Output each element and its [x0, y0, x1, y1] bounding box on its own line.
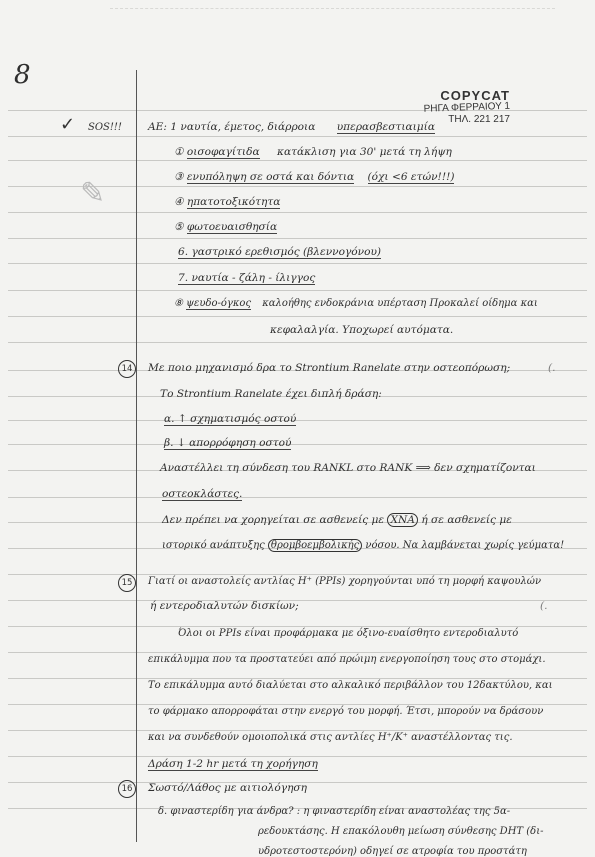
- q14-line-1: Το Strontium Ranelate έχει διπλή δράση:: [160, 388, 382, 400]
- q15-answer-2: επικάλυμμα που τα προστατεύει από πρώιμη ενεργοποίηση τους στο στομάχι.: [148, 654, 546, 665]
- ae-item-1: [174, 146, 452, 158]
- ae-heading-text: ΑΕ: 1 ναυτία, έμετος, διάρροια: [148, 121, 316, 133]
- ae-item-note: καλοήθης ενδοκράνια υπέρταση Προκαλεί οίδημα και: [262, 298, 538, 309]
- q15-answer-6-text: Δράση 1-2 hr μετά τη χορήγηση: [148, 758, 318, 770]
- margin-line: [136, 70, 137, 842]
- q14-line-6-tail: ή σε ασθενείς με: [421, 514, 512, 526]
- ae-item-label: οισοφαγίτιδα: [186, 146, 260, 158]
- q14-line-2: [164, 413, 296, 425]
- ae-item-8: [174, 298, 538, 309]
- q14-line-3: [164, 437, 291, 449]
- question-16-number: 16: [118, 780, 136, 798]
- q14-line-2-text: α. ↑ σχηματισμός οστού: [164, 413, 297, 425]
- q16-line-2: ρεδουκτάσης. Η επακόλουθη μείωση σύνθεσης DHT (δι-: [258, 826, 544, 837]
- top-dashed-line: [110, 8, 555, 9]
- q16-line-3: υδροτεστοστερόνη) οδηγεί σε ατροφία του προστάτη: [258, 846, 527, 857]
- question-15-number: 15: [118, 574, 136, 592]
- q14-line-6: [162, 514, 512, 526]
- q14-line-6-boxed: ΧΝΑ: [387, 513, 417, 527]
- ae-item-label: ηπατοτοξικότητα: [186, 196, 281, 208]
- ae-heading-tail: υπερασβεστιαιμία: [336, 121, 435, 133]
- circled-number: ③: [174, 171, 184, 183]
- sos-note: SOS!!!: [88, 122, 122, 133]
- copycat-stamp: [380, 88, 510, 125]
- q15-answer-3: Το επικάλυμμα αυτό διαλύεται στο αλκαλικό περιβάλλον του 12δακτύλου, και: [148, 680, 553, 691]
- q14-line-5: [162, 488, 242, 500]
- stamp-title: COPYCAT: [440, 88, 510, 103]
- q14-question: Με ποιο μηχανισμό δρα το Strontium Ranelate στην οστεοπόρωση;: [148, 362, 511, 374]
- q14-line-7-text: ιστορικό ανάπτυξης: [162, 540, 265, 551]
- ae-item-7: [178, 272, 315, 284]
- q15-answer-5: και να συνδεθούν ομοιοπολικά στις αντλίες H⁺/K⁺ αναστέλλοντας τις.: [148, 732, 513, 743]
- q15-answer-1: Όλοι οι PPIs είναι προφάρμακα με όξινο-ευαίσθητο εντεροδιαλυτό: [178, 628, 519, 639]
- ae-item-label: φωτοευαισθησία: [186, 221, 278, 233]
- q16-line-1: δ. φιναστερίδη για άνδρα? : η φιναστερίδη είναι αναστολέας της 5α-: [158, 806, 511, 817]
- pencil-scribble-icon: ✎: [80, 176, 106, 211]
- circled-number: ⑤: [174, 221, 184, 233]
- q15-question: Γιατί οι αναστολείς αντλίας H⁺ (PPIs) χορηγούνται υπό τη μορφή καψουλών: [148, 576, 542, 587]
- circled-number: ⑧: [174, 298, 183, 309]
- ae-item-note: (όχι <6 ετών!!!): [367, 171, 455, 183]
- question-14-number: 14: [118, 360, 136, 378]
- ae-heading: [148, 121, 435, 133]
- q16-heading: Σωστό/Λάθος με αιτιολόγηση: [148, 782, 308, 794]
- stamp-address: ΡΗΓΑ ΦΕΡΡΑΙΟΥ 1: [423, 100, 511, 115]
- page-number: 8: [14, 60, 31, 90]
- q14-line-4: Αναστέλλει τη σύνδεση του RANKL στο RANK ⟹ δεν σχηματίζονται: [160, 462, 536, 474]
- circled-number: ④: [174, 196, 184, 208]
- ae-item-4: [174, 196, 280, 208]
- stamp-phone: ΤΗΛ. 221 217: [448, 114, 510, 125]
- curl-mark-2: (.: [540, 600, 548, 612]
- q15-question-2: ή εντεροδιαλυτών δισκίων;: [150, 600, 299, 612]
- ae-item-label: 6. γαστρικό ερεθισμός (βλεννογόνου): [178, 246, 382, 258]
- q15-answer-6: [148, 758, 318, 770]
- curl-mark: (.: [548, 362, 556, 374]
- circled-number: ①: [174, 146, 184, 158]
- q14-line-7: [162, 540, 564, 551]
- ae-item-5: [174, 221, 277, 233]
- q14-line-3-text: β. ↓ απορρόφηση οστού: [164, 437, 292, 449]
- q14-line-7-tail: νόσου. Να λαμβάνεται χωρίς γεύματα!: [365, 540, 565, 551]
- ae-item-label: ψευδο-όγκος: [186, 298, 252, 309]
- ae-item-note: κατάκλιση για 30' μετά τη λήψη: [277, 146, 452, 158]
- q14-line-5-text: οστεοκλάστες.: [162, 488, 243, 500]
- check-mark-icon: ✓: [60, 114, 76, 135]
- q14-line-7-boxed: θρομβοεμβολικής: [268, 539, 362, 552]
- q14-line-6-text: Δεν πρέπει να χορηγείται σε ασθενείς με: [162, 514, 385, 526]
- q15-answer-4: το φάρμακο απορροφάται στην ενεργό του μορφή. Έτσι, μπορούν να δράσουν: [148, 706, 544, 717]
- ae-item-label: 7. ναυτία - ζάλη - ίλιγγος: [178, 272, 316, 284]
- ae-item-8-cont: κεφαλαλγία. Υποχωρεί αυτόματα.: [270, 324, 454, 336]
- ae-item-3: [174, 171, 454, 183]
- ae-item-6: [178, 246, 381, 258]
- ae-item-label: ενυπόληψη σε οστά και δόντια: [186, 171, 355, 183]
